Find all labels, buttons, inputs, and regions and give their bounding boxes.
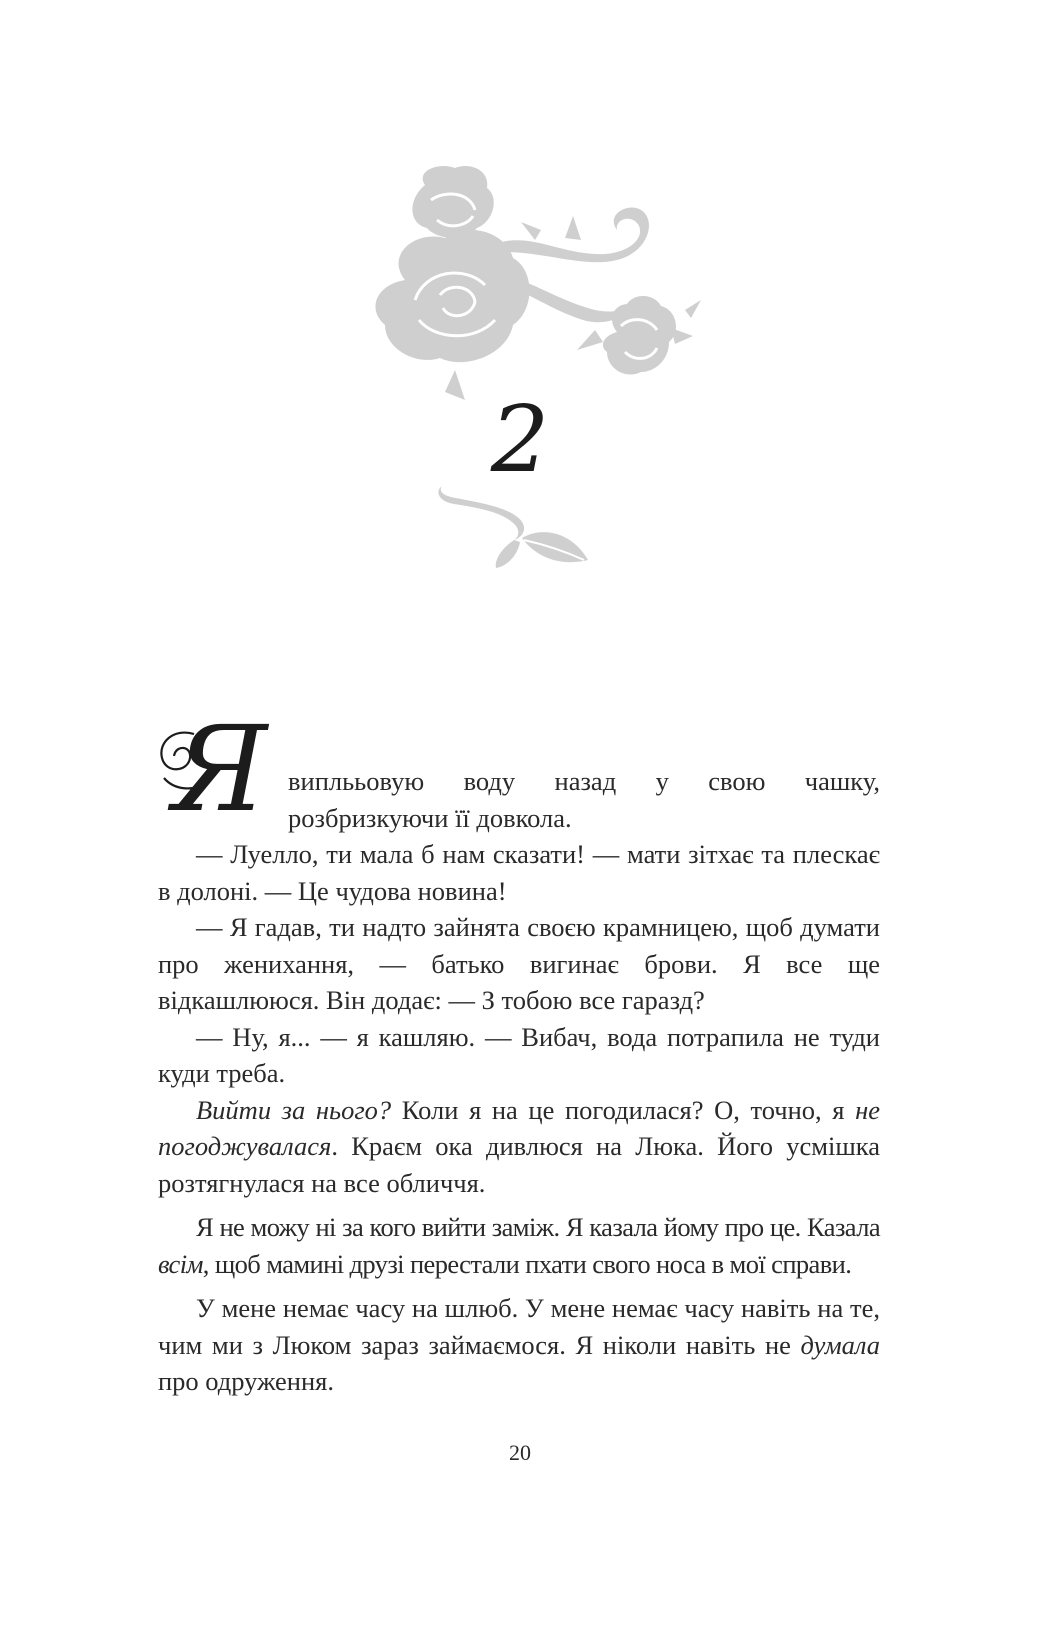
italic-text: всім bbox=[158, 1248, 203, 1279]
paragraph-text: виплььовую воду назад у свою чашку, розбризкуючи її довкола. bbox=[288, 766, 880, 833]
paragraph-text: — Я гадав, ти надто зайнята своєю крамницею, щоб думати про женихання, — батько вигинає брови. Я все ще відкашлююся. Він додає: — З тобою все гаразд? bbox=[158, 912, 880, 1015]
paragraph-text: , щоб мамині друзі перестали пхати свого носа в мої справи. bbox=[202, 1248, 852, 1279]
paragraph-text: — Ну, я... — я кашляю. — Вибач, вода потрапила не туди куди треба. bbox=[158, 1021, 880, 1088]
paragraph-6 bbox=[158, 1209, 880, 1282]
paragraph-text: . Краєм ока дивлюся на Люка. Його усмішка розтягнулася на все обличчя. bbox=[158, 1131, 880, 1198]
paragraph-5 bbox=[158, 1092, 880, 1202]
dropcap bbox=[154, 700, 282, 838]
paragraph-text: У мене немає часу на шлюб. У мене немає часу навіть на те, чим ми з Люком зараз займаємося. Я ніколи навіть не bbox=[158, 1293, 880, 1360]
paragraph-3 bbox=[158, 909, 880, 1019]
dropcap-letter: Я bbox=[172, 700, 268, 838]
italic-text: Вийти за нього? bbox=[196, 1094, 392, 1125]
paragraph-7 bbox=[158, 1290, 880, 1400]
chapter-text bbox=[158, 700, 880, 1400]
chapter-number: 2 bbox=[490, 386, 550, 493]
paragraph-1 bbox=[158, 700, 880, 838]
italic-text: думала bbox=[800, 1329, 880, 1360]
paragraph-text: — Луелло, ти мала б нам сказати! — мати зітхає та плескає в долоні. — Це чудова новина! bbox=[158, 839, 880, 906]
paragraph-4 bbox=[158, 1019, 880, 1092]
page-number: 20 bbox=[509, 1440, 531, 1465]
paragraph-2 bbox=[158, 836, 880, 909]
paragraph-text: Коли я на це погодилася? О, точно, я bbox=[391, 1094, 856, 1125]
paragraph-text: про одруження. bbox=[158, 1366, 334, 1396]
italic-text: не погоджувалася bbox=[158, 1094, 880, 1161]
paragraph-text: Я не можу ні за кого вийти заміж. Я казала йому про це. Казала bbox=[196, 1212, 880, 1242]
leaf-swash-ornament bbox=[430, 478, 600, 573]
